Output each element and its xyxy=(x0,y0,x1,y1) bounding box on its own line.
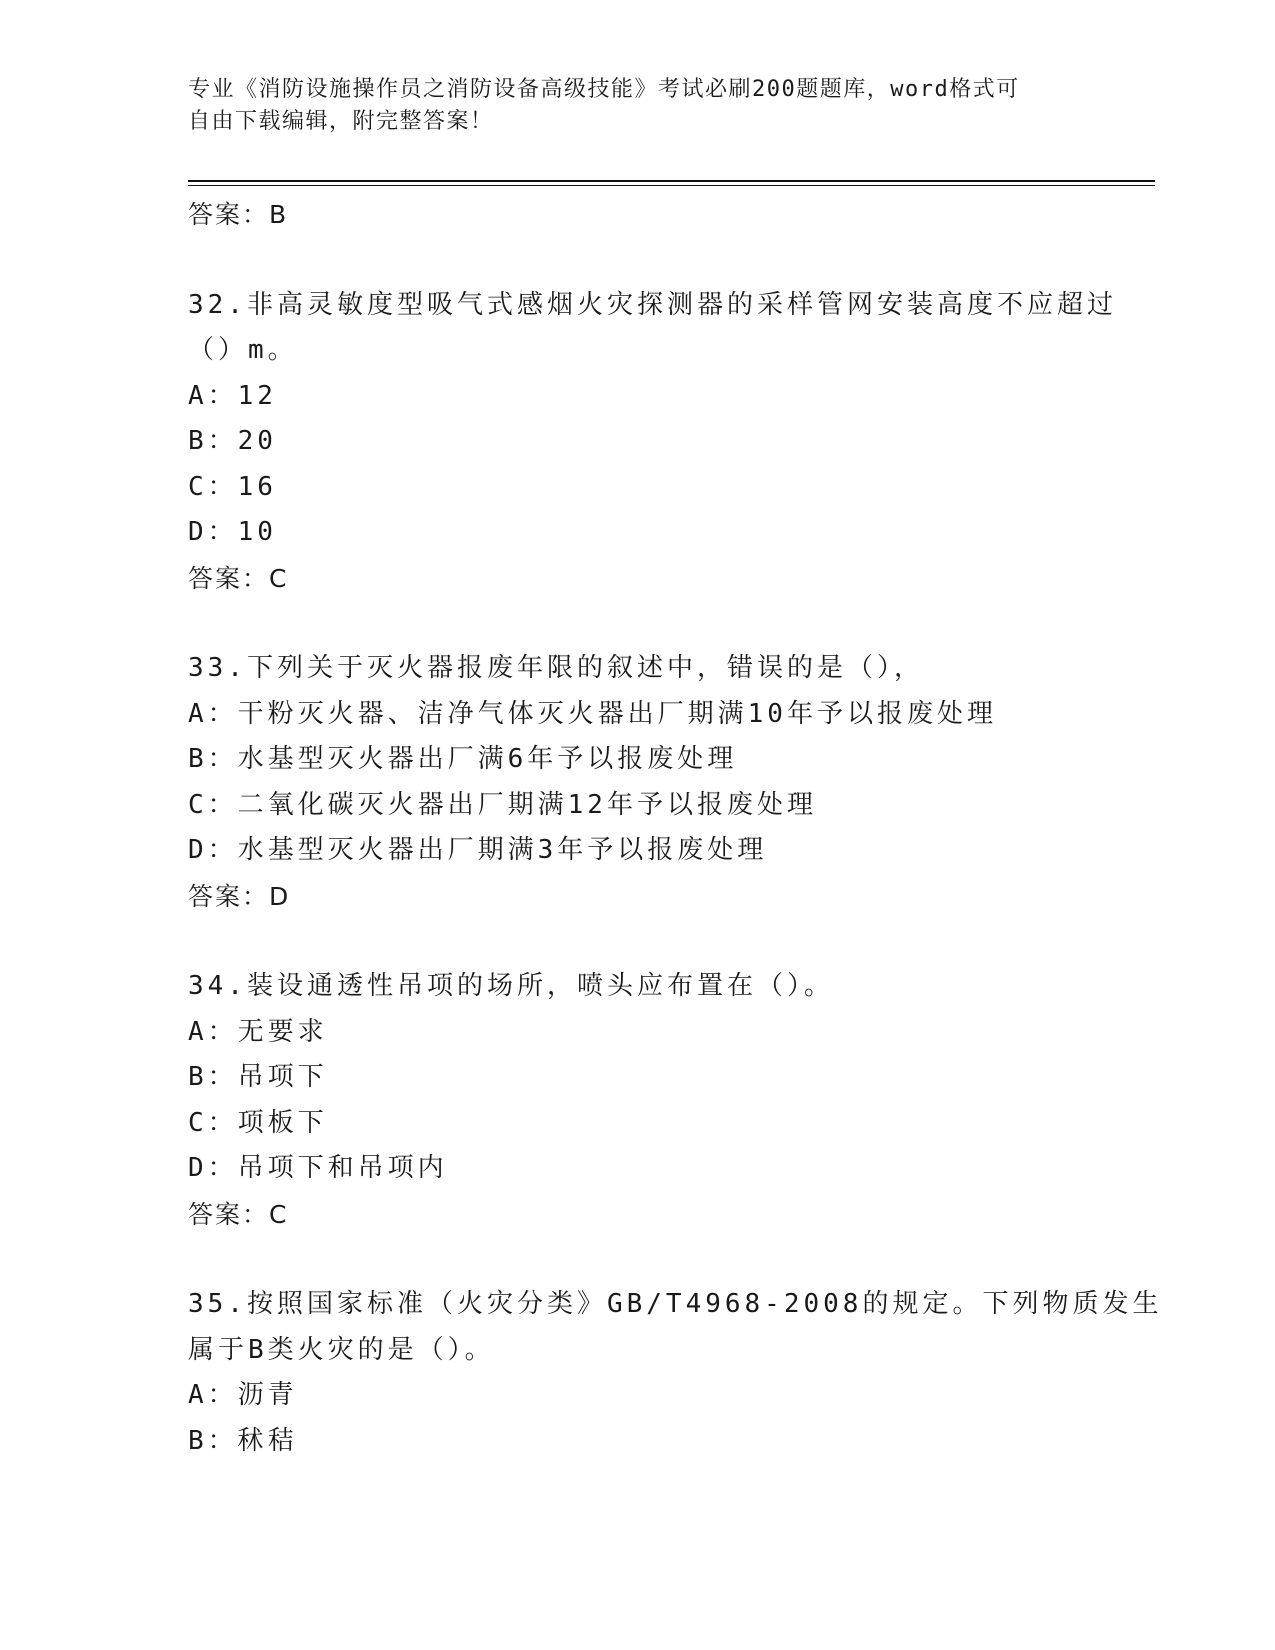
option-a: A：干粉灭火器、洁净气体灭火器出厂期满10年予以报废处理 xyxy=(188,698,997,729)
question-list xyxy=(188,192,1168,1464)
question-35 xyxy=(188,1282,1168,1464)
document-header xyxy=(188,74,1088,138)
question-stem-continued: （）m。 xyxy=(188,335,298,365)
spacer xyxy=(188,919,1168,964)
question-stem: 35.按照国家标准（火灾分类》GB/T4968-2008的规定。下列物质发生 xyxy=(188,1289,1163,1319)
question-stem-continued: 属于B类火灾的是（）。 xyxy=(188,1334,495,1365)
question-stem: 33.下列关于灭火器报废年限的叙述中，错误的是（）， xyxy=(188,653,924,683)
spacer xyxy=(188,238,1168,283)
answer-31: 答案：B xyxy=(188,200,289,229)
option-b: B：20 xyxy=(188,426,277,456)
question-stem: 34.装设通透性吊项的场所，喷头应布置在（）。 xyxy=(188,971,834,1001)
option-b: B：吊项下 xyxy=(188,1062,328,1092)
option-d: D：吊项下和吊项内 xyxy=(188,1153,448,1183)
answer: 答案：D xyxy=(188,881,291,911)
option-b: B：秫秸 xyxy=(188,1425,298,1456)
spacer xyxy=(188,1237,1168,1282)
answer: 答案：C xyxy=(188,563,289,593)
option-a: A：沥青 xyxy=(188,1380,298,1410)
spacer xyxy=(188,601,1168,646)
option-d: D：10 xyxy=(188,517,277,547)
question-stem: 32.非高灵敏度型吸气式感烟火灾探测器的采样管网安装高度不应超过 xyxy=(188,289,1117,320)
option-b: B：水基型灭火器出厂满6年予以报废处理 xyxy=(188,744,738,774)
question-34 xyxy=(188,964,1168,1237)
option-d: D：水基型灭火器出厂期满3年予以报废处理 xyxy=(188,835,768,865)
option-c: C：项板下 xyxy=(188,1107,328,1138)
option-a: A：12 xyxy=(188,380,277,411)
answer: 答案：C xyxy=(188,1199,289,1229)
option-c: C：16 xyxy=(188,471,277,502)
question-33 xyxy=(188,646,1168,919)
option-a: A：无要求 xyxy=(188,1016,328,1047)
question-32 xyxy=(188,283,1168,602)
header-line-1: 专业《消防设施操作员之消防设备高级技能》考试必刷200题题库，word格式可 xyxy=(188,77,1020,102)
header-divider xyxy=(188,180,1155,186)
header-line-2: 自由下载编辑，附完整答案！ xyxy=(188,109,494,134)
option-c: C：二氧化碳灭火器出厂期满12年予以报废处理 xyxy=(188,789,817,820)
